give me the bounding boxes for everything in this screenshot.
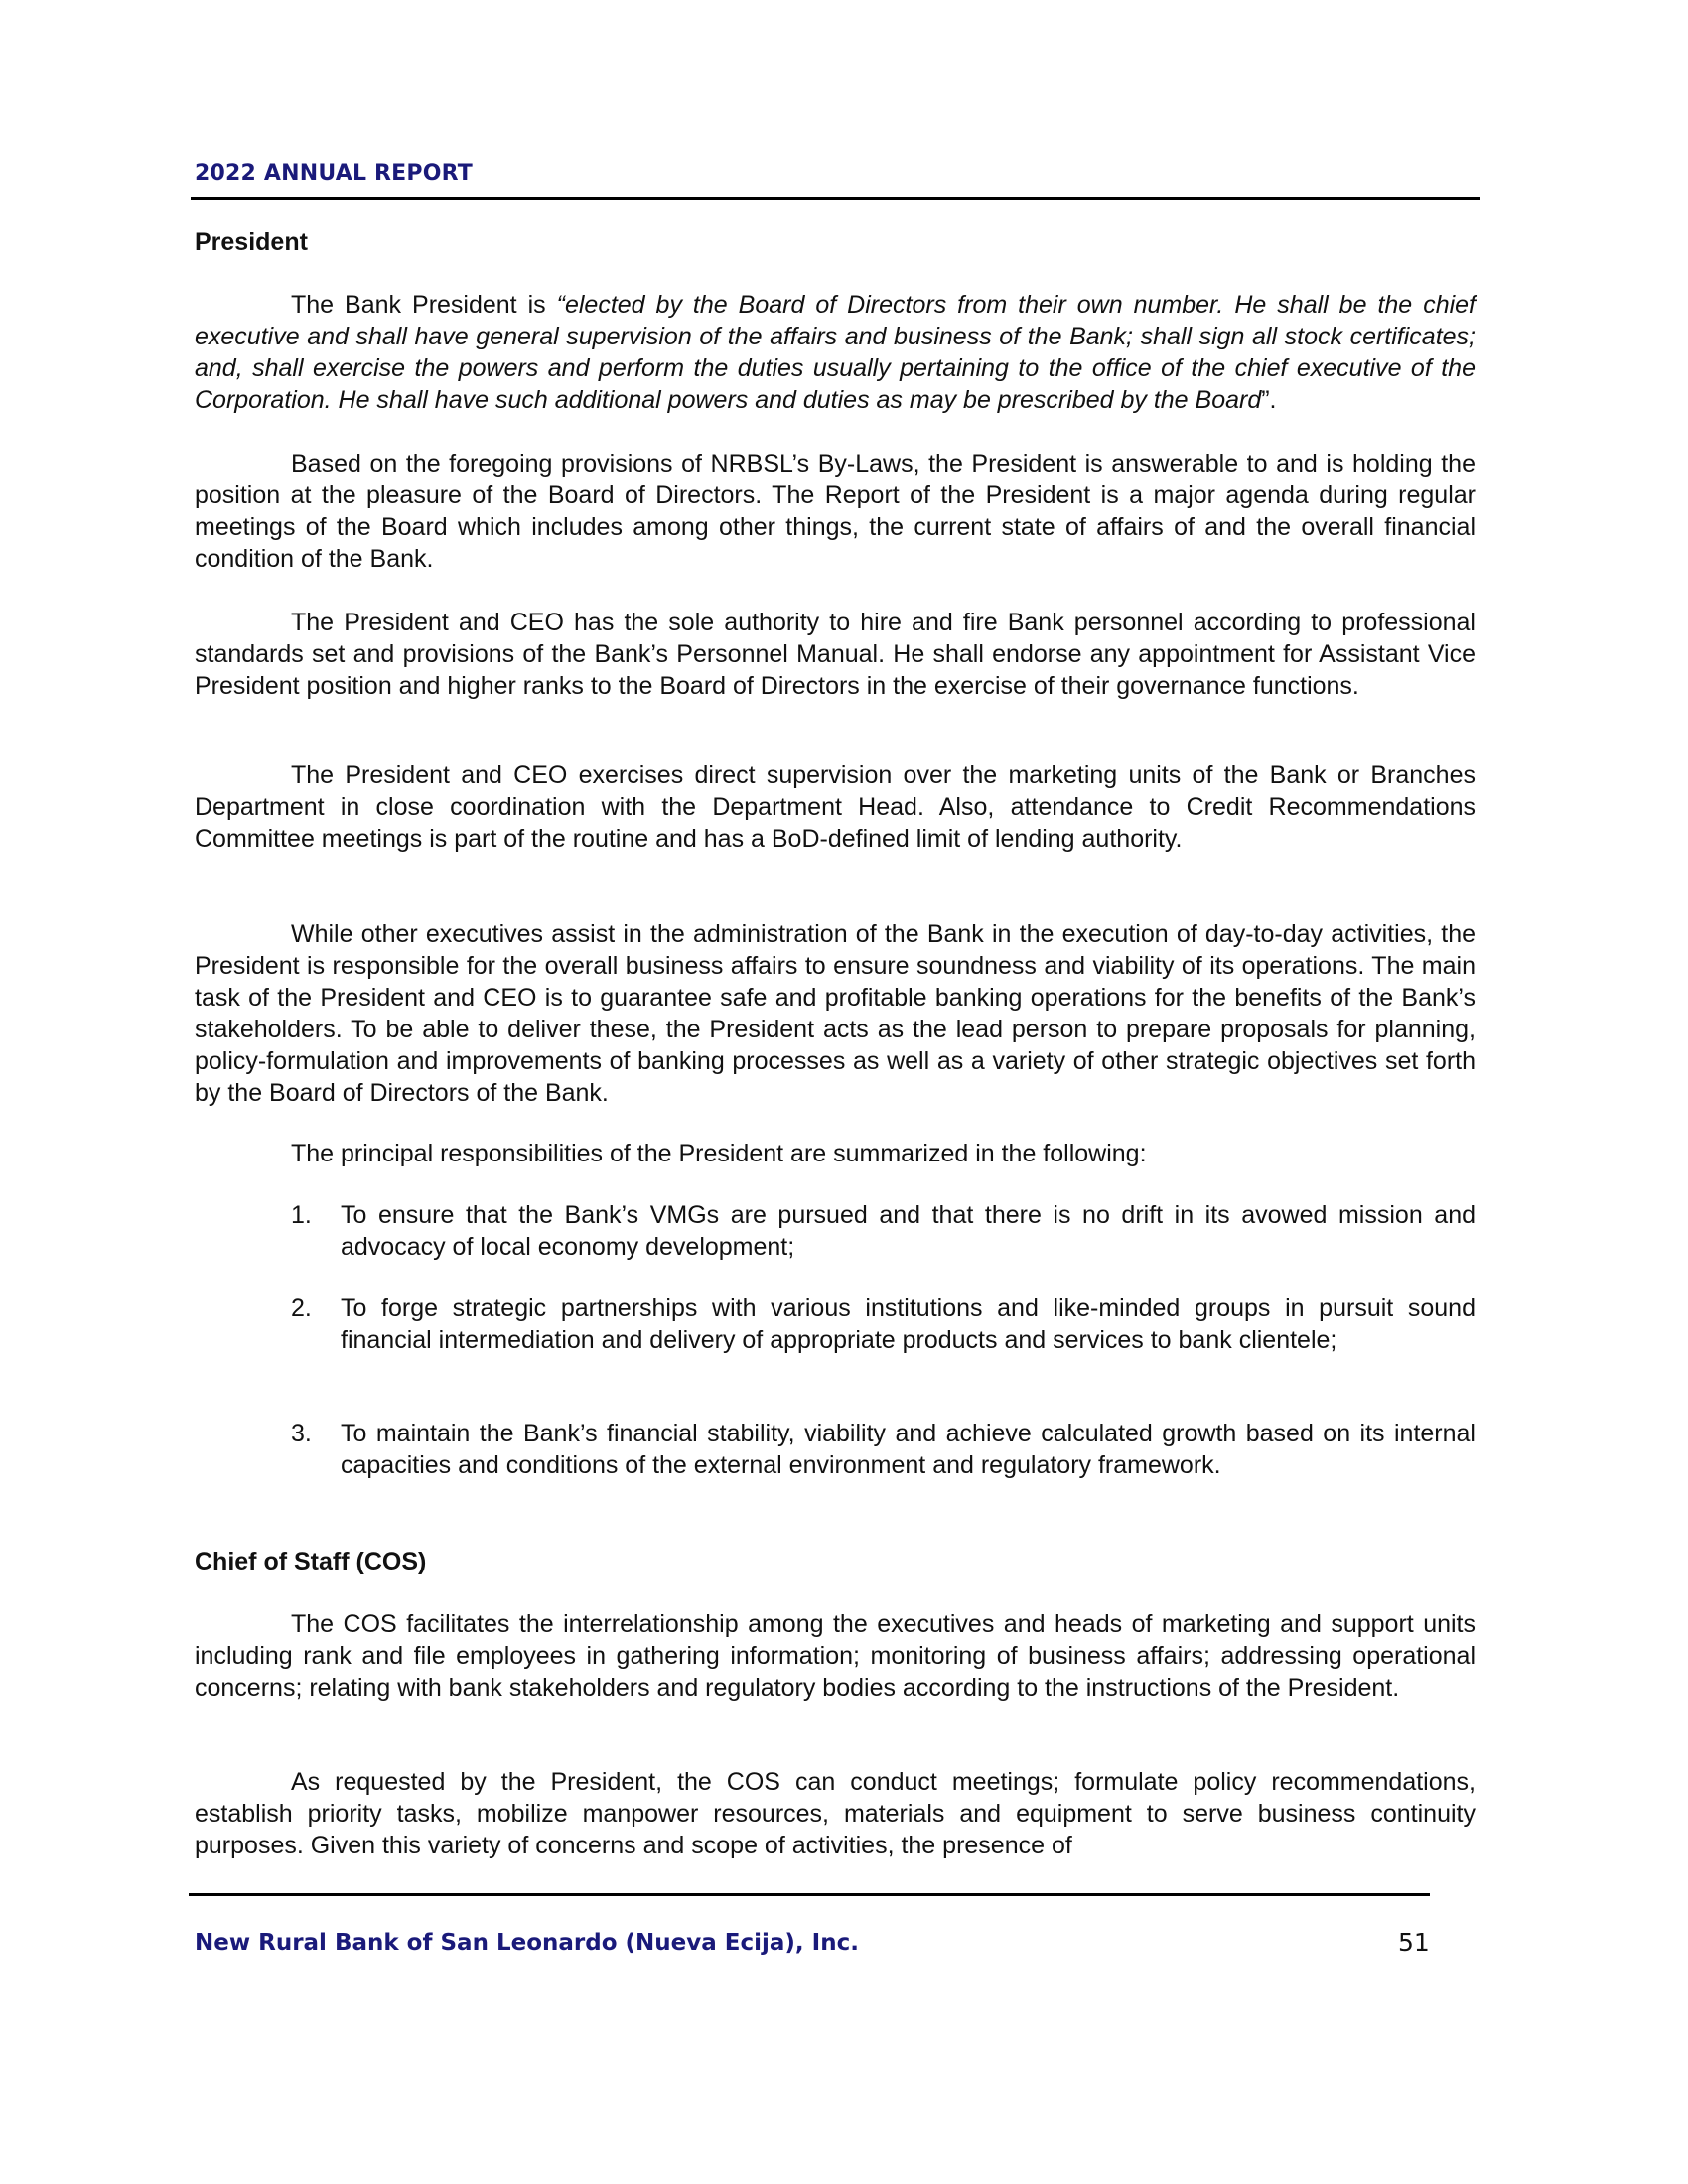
list-item bbox=[291, 1199, 1476, 1263]
paragraph-president-bylaws-quote bbox=[195, 289, 1476, 416]
list-item-number: 2. bbox=[291, 1295, 312, 1322]
header-rule bbox=[191, 197, 1480, 200]
quote-close: ”. bbox=[1261, 386, 1277, 414]
list-item-number: 1. bbox=[291, 1201, 312, 1229]
list-item bbox=[291, 1418, 1476, 1481]
paragraph-president-responsibility: While other executives assist in the administration of the Bank in the execution of day-to-day activities, the President is responsible for the overall business affairs to ensure soundness and viability of its operations. The main task of the President and CEO is to guarantee safe and profitable banking operations for the benefits of the Bank’s stakeholders. To be able to deliver these, the President acts as the lead person to prepare proposals for planning, policy-formulation and improvements of banking processes as well as a variety of other strategic objectives set forth by the Board of Directors of the Bank. bbox=[195, 920, 1476, 1107]
paragraph-cos-role: The COS facilitates the interrelationship among the executives and heads of marketing and support units including rank and file employees in gathering information; monitoring of business affairs; addressing operational concerns; relating with bank stakeholders and regulatory bodies according to the instructions of the President. bbox=[195, 1610, 1476, 1702]
paragraph-president-hiring-authority: The President and CEO has the sole authority to hire and fire Bank personnel according to professional standards set and provisions of the Bank’s Personnel Manual. He shall endorse any appointment for Assistant Vice President position and higher ranks to the Board of Directors in the exercise of their governance functions. bbox=[195, 609, 1476, 700]
section-title-chief-of-staff: Chief of Staff (COS) bbox=[195, 1548, 427, 1575]
list-item-number: 3. bbox=[291, 1420, 312, 1447]
paragraph-president-list-intro: The principal responsibilities of the President are summarized in the following: bbox=[291, 1140, 1147, 1167]
list-item-text: To forge strategic partnerships with various institutions and like-minded groups in pursuit sound financial intermediation and delivery of appropriate products and services to bank clientele; bbox=[341, 1295, 1476, 1354]
list-item-text: To maintain the Bank’s financial stability, viability and achieve calculated growth based on its internal capacities and conditions of the external environment and regulatory framework. bbox=[341, 1420, 1476, 1479]
paragraph-president-answerability: Based on the foregoing provisions of NRBSL’s By-Laws, the President is answerable to and is holding the position at the pleasure of the Board of Directors. The Report of the President is a major agenda during regular meetings of the Board which includes among other things, the current state of affairs of and the overall financial condition of the Bank. bbox=[195, 450, 1476, 573]
page-number: 51 bbox=[1398, 1928, 1430, 1957]
paragraph-lead: The Bank President is bbox=[291, 291, 557, 319]
footer-organization-name: New Rural Bank of San Leonardo (Nueva Ecija), Inc. bbox=[195, 1930, 859, 1956]
running-header-title: 2022 ANNUAL REPORT bbox=[195, 161, 473, 186]
list-item bbox=[291, 1293, 1476, 1356]
paragraph-president-supervision: The President and CEO exercises direct supervision over the marketing units of the Bank or Branches Department in close coordination with the Department Head. Also, attendance to Credit Recommendations Committee meetings is part of the routine and has a BoD-defined limit of lending authority. bbox=[195, 761, 1476, 853]
footer-rule bbox=[189, 1893, 1430, 1896]
bylaws-quote: “elected by the Board of Directors from their own number. He shall be the chief executive and shall have general supervision of the affairs and business of the Bank; shall sign all stock certificates; and, shall exercise the powers and perform the duties usually pertaining to the office of the chief executive of the Corporation. He shall have such additional powers and duties as may be prescribed by the Board bbox=[195, 291, 1476, 414]
list-item-text: To ensure that the Bank’s VMGs are pursued and that there is no drift in its avowed mission and advocacy of local economy development; bbox=[341, 1201, 1476, 1261]
section-title-president: President bbox=[195, 228, 308, 256]
paragraph-cos-activities: As requested by the President, the COS can conduct meetings; formulate policy recommendations, establish priority tasks, mobilize manpower resources, materials and equipment to serve business continuity purposes. Given this variety of concerns and scope of activities, the presence of bbox=[195, 1768, 1476, 1859]
